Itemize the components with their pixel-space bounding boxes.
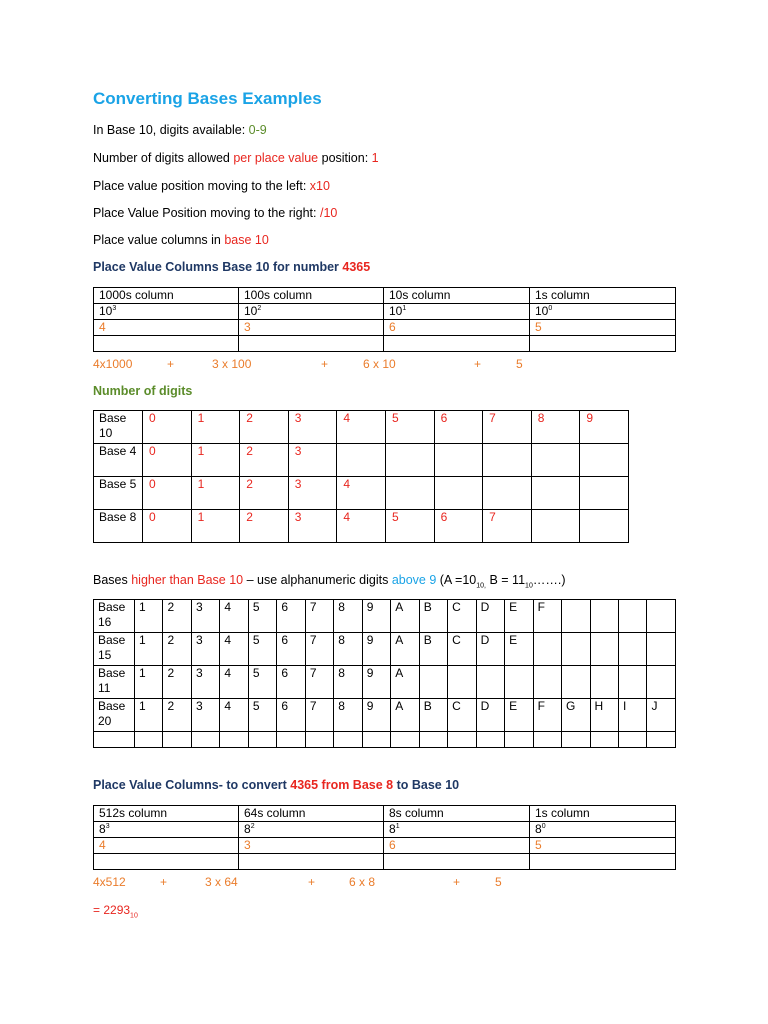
digit-cell: 1: [135, 600, 163, 633]
power-cell: [530, 822, 676, 838]
digit-cell: 7: [305, 633, 333, 666]
column-header: 512s column: [94, 806, 239, 822]
power-base: 10: [244, 304, 258, 318]
digit-cell: [531, 510, 580, 543]
digit-cell: 5: [385, 411, 434, 444]
digit-cell: E: [505, 633, 533, 666]
calc-operator: +: [308, 875, 316, 889]
digit-cell: 1: [191, 444, 240, 477]
empty-cell: [562, 732, 590, 748]
digit-cell: [531, 477, 580, 510]
digit-cell: 4: [94, 838, 239, 854]
digit-cell: 0: [143, 411, 192, 444]
digit-cell: [483, 444, 532, 477]
digit-cell: 3: [288, 510, 337, 543]
table-row: [94, 854, 676, 870]
empty-cell: [305, 732, 333, 748]
digit-cell: 4: [220, 633, 248, 666]
calc-term: 6 x 10: [363, 357, 396, 371]
section3-text: …….): [532, 573, 566, 587]
digit-cell: 3: [191, 633, 219, 666]
table-row: [94, 510, 629, 543]
base-label: Base 15: [94, 633, 135, 666]
empty-cell: [384, 854, 530, 870]
power-exponent: 1: [402, 305, 407, 312]
digit-cell: 3: [191, 600, 219, 633]
intro-text: Place value columns in: [93, 233, 225, 247]
power-cell: [239, 304, 384, 320]
power-base: 10: [99, 304, 113, 318]
place-value-table-base10: [93, 287, 676, 352]
power-exponent: 3: [112, 305, 117, 312]
intro-highlight: per place value: [233, 151, 319, 165]
page-title: Converting Bases Examples: [93, 89, 322, 108]
digit-cell: C: [448, 600, 476, 633]
digit-cell: E: [505, 600, 533, 633]
column-header: 1s column: [530, 288, 676, 304]
digit-cell: D: [476, 633, 504, 666]
digit-cell: [562, 666, 590, 699]
digit-cell: A: [391, 699, 419, 732]
digit-cell: 6: [384, 838, 530, 854]
intro-line-3: [93, 179, 330, 193]
empty-cell: [94, 732, 135, 748]
digit-cell: 7: [483, 510, 532, 543]
table-row: [94, 336, 676, 352]
digit-cell: [434, 477, 483, 510]
power-cell: [384, 822, 530, 838]
intro-highlight: 1: [371, 151, 379, 165]
digit-cell: 3: [191, 699, 219, 732]
table-row: [94, 822, 676, 838]
digit-cell: 0: [143, 510, 192, 543]
digit-cell: [385, 477, 434, 510]
digit-cell: [505, 666, 533, 699]
conversion-result: [93, 903, 138, 920]
empty-cell: [94, 336, 239, 352]
calc-term: 5: [516, 357, 523, 371]
digit-cell: [618, 633, 646, 666]
section2-heading: Number of digits: [93, 384, 193, 398]
digit-cell: F: [533, 699, 561, 732]
column-header: 100s column: [239, 288, 384, 304]
table-row: [94, 806, 676, 822]
intro-highlight: x10: [309, 179, 330, 193]
empty-cell: [419, 732, 447, 748]
digit-cell: J: [647, 699, 675, 732]
empty-cell: [448, 732, 476, 748]
digit-cell: [580, 477, 629, 510]
digit-cell: 9: [362, 666, 390, 699]
section3-subscript: 10: [525, 582, 533, 590]
power-base: 8: [99, 822, 106, 836]
table-row: [94, 699, 676, 732]
intro-line-4: [93, 206, 337, 220]
result-base-subscript: 10: [130, 912, 138, 920]
digit-cell: 5: [530, 320, 676, 336]
intro-line-1: [93, 123, 267, 137]
empty-cell: [530, 854, 676, 870]
digit-cell: 9: [362, 633, 390, 666]
digit-cell: 4: [337, 510, 386, 543]
digit-cell: 2: [240, 411, 289, 444]
digit-cell: D: [476, 699, 504, 732]
power-exponent: 0: [541, 823, 546, 830]
digit-cell: G: [562, 699, 590, 732]
digit-cell: 1: [191, 411, 240, 444]
intro-text: In Base 10, digits available:: [93, 123, 249, 137]
section3-heading: [93, 573, 566, 590]
base-label: Base 20: [94, 699, 135, 732]
digit-cell: [618, 666, 646, 699]
column-header: 8s column: [384, 806, 530, 822]
base-label: Base 10: [94, 411, 143, 444]
digit-cell: [590, 633, 618, 666]
power-exponent: 3: [105, 823, 110, 830]
section4-heading: [93, 778, 459, 792]
digit-cell: [419, 666, 447, 699]
digit-cell: 6: [277, 633, 305, 666]
digit-cell: 4: [337, 411, 386, 444]
digit-cell: A: [391, 600, 419, 633]
column-header: 1s column: [530, 806, 676, 822]
power-exponent: 2: [250, 823, 255, 830]
power-base: 8: [244, 822, 251, 836]
digit-cell: 3: [239, 320, 384, 336]
digit-cell: [590, 666, 618, 699]
digit-cell: [562, 600, 590, 633]
table-row: [94, 477, 629, 510]
table-row: [94, 633, 676, 666]
empty-cell: [533, 732, 561, 748]
section3-subscript: 10,: [476, 582, 486, 590]
calc-operator: +: [321, 357, 329, 371]
digit-cell: 8: [334, 633, 362, 666]
intro-line-2: [93, 151, 379, 165]
empty-cell: [618, 732, 646, 748]
base-label: Base 16: [94, 600, 135, 633]
table-row: [94, 304, 676, 320]
digit-cell: B: [419, 633, 447, 666]
digit-cell: 7: [305, 666, 333, 699]
digit-cell: 4: [94, 320, 239, 336]
table-row: [94, 444, 629, 477]
power-exponent: 2: [257, 305, 262, 312]
table-row: [94, 666, 676, 699]
calc-term: 3 x 64: [205, 875, 238, 889]
section3-text: – use alphanumeric digits: [243, 573, 392, 587]
digit-cell: [337, 444, 386, 477]
base-label: Base 5: [94, 477, 143, 510]
intro-highlight: base 10: [224, 233, 269, 247]
section1-number: 4365: [342, 260, 371, 274]
digit-cell: 7: [305, 699, 333, 732]
empty-cell: [191, 732, 219, 748]
empty-cell: [647, 732, 675, 748]
digit-cell: [580, 444, 629, 477]
calc-term: 5: [495, 875, 502, 889]
digit-cell: [476, 666, 504, 699]
power-base: 8: [535, 822, 542, 836]
empty-cell: [239, 854, 384, 870]
power-exponent: 1: [395, 823, 400, 830]
digit-cell: [580, 510, 629, 543]
intro-text: position:: [318, 151, 372, 165]
calc-term: 3 x 100: [212, 357, 252, 371]
digit-cell: 9: [362, 699, 390, 732]
power-cell: [239, 822, 384, 838]
digit-cell: F: [533, 600, 561, 633]
digit-cell: [562, 633, 590, 666]
digit-cell: 5: [248, 600, 276, 633]
calc-operator: +: [167, 357, 175, 371]
digit-cell: 1: [191, 510, 240, 543]
base-label: Base 8: [94, 510, 143, 543]
column-header: 10s column: [384, 288, 530, 304]
empty-cell: [239, 336, 384, 352]
column-header: 1000s column: [94, 288, 239, 304]
power-base: 10: [535, 304, 549, 318]
digit-cell: A: [391, 633, 419, 666]
table-row: [94, 411, 629, 444]
digit-cell: 5: [248, 666, 276, 699]
empty-cell: [163, 732, 191, 748]
digit-cell: 2: [163, 666, 191, 699]
section3-text: B = 11: [486, 573, 526, 587]
digit-cell: 8: [334, 600, 362, 633]
calc-operator: +: [453, 875, 461, 889]
digit-cell: 4: [220, 699, 248, 732]
intro-text: Number of digits allowed: [93, 151, 234, 165]
digit-cell: 6: [277, 666, 305, 699]
digit-cell: [533, 666, 561, 699]
table-row: [94, 600, 676, 633]
section4-heading-text: to Base 10: [393, 778, 460, 792]
section4-heading-text: Place Value Columns- to convert: [93, 778, 291, 792]
digit-cell: 9: [580, 411, 629, 444]
digit-cell: 9: [362, 600, 390, 633]
digit-cell: 1: [135, 633, 163, 666]
intro-text: Place Value Position moving to the right:: [93, 206, 320, 220]
digit-cell: I: [618, 699, 646, 732]
number-of-digits-table: [93, 410, 629, 543]
digit-cell: [647, 600, 675, 633]
intro-text: Place value position moving to the left:: [93, 179, 310, 193]
digit-cell: C: [448, 699, 476, 732]
digit-cell: H: [590, 699, 618, 732]
section4-number: 4365 from Base 8: [290, 778, 394, 792]
digit-cell: 0: [143, 444, 192, 477]
empty-cell: [277, 732, 305, 748]
empty-cell: [391, 732, 419, 748]
digit-cell: E: [505, 699, 533, 732]
intro-line-5: [93, 233, 269, 247]
digit-cell: [483, 477, 532, 510]
digit-cell: C: [448, 633, 476, 666]
digit-cell: 1: [135, 666, 163, 699]
digit-cell: 2: [163, 699, 191, 732]
digit-cell: 8: [334, 666, 362, 699]
section3-highlight: above 9: [391, 573, 437, 587]
digit-cell: [533, 633, 561, 666]
section3-highlight: higher than Base 10: [131, 573, 244, 587]
digit-cell: 7: [305, 600, 333, 633]
digit-cell: 3: [288, 444, 337, 477]
empty-cell: [530, 336, 676, 352]
calc-term: 6 x 8: [349, 875, 376, 889]
digit-cell: 2: [240, 510, 289, 543]
power-base: 10: [389, 304, 403, 318]
result-value: = 2293: [93, 903, 131, 917]
digit-cell: [531, 444, 580, 477]
table-row: [94, 320, 676, 336]
base-label: Base 4: [94, 444, 143, 477]
power-cell: [384, 304, 530, 320]
intro-highlight: 0-9: [248, 123, 267, 137]
digit-cell: 1: [191, 477, 240, 510]
place-value-table-base8: [93, 805, 676, 870]
calc-operator: +: [160, 875, 168, 889]
section1-heading: [93, 260, 370, 274]
digit-cell: 6: [277, 699, 305, 732]
digit-cell: [647, 666, 675, 699]
empty-cell: [334, 732, 362, 748]
digit-cell: 0: [143, 477, 192, 510]
digit-cell: 3: [288, 411, 337, 444]
calc-operator: +: [474, 357, 482, 371]
digit-cell: 1: [135, 699, 163, 732]
table-row: [94, 288, 676, 304]
digit-cell: 6: [384, 320, 530, 336]
digit-cell: [434, 444, 483, 477]
digit-cell: 3: [288, 477, 337, 510]
digit-cell: 2: [163, 600, 191, 633]
empty-cell: [590, 732, 618, 748]
section1-heading-text: Place Value Columns Base 10 for number: [93, 260, 343, 274]
digit-cell: 5: [385, 510, 434, 543]
empty-cell: [384, 336, 530, 352]
digit-cell: [647, 633, 675, 666]
calc-term: 4x512: [93, 875, 126, 889]
digit-cell: A: [391, 666, 419, 699]
digit-cell: 2: [240, 444, 289, 477]
digit-cell: [590, 600, 618, 633]
digit-cell: D: [476, 600, 504, 633]
power-exponent: 0: [548, 305, 553, 312]
digit-cell: 4: [337, 477, 386, 510]
digit-cell: 4: [220, 600, 248, 633]
digit-cell: [385, 444, 434, 477]
power-base: 8: [389, 822, 396, 836]
digit-cell: 2: [240, 477, 289, 510]
column-header: 64s column: [239, 806, 384, 822]
digit-cell: 5: [248, 633, 276, 666]
digit-cell: [448, 666, 476, 699]
power-cell: [530, 304, 676, 320]
digit-cell: 5: [248, 699, 276, 732]
digit-cell: 6: [277, 600, 305, 633]
intro-highlight: /10: [319, 206, 338, 220]
calc-term: 4x1000: [93, 357, 133, 371]
empty-cell: [476, 732, 504, 748]
empty-cell: [94, 854, 239, 870]
digit-cell: 3: [191, 666, 219, 699]
digit-cell: 3: [239, 838, 384, 854]
base-label: Base 11: [94, 666, 135, 699]
digit-cell: 8: [531, 411, 580, 444]
digit-cell: 8: [334, 699, 362, 732]
section3-text: (A =10: [436, 573, 477, 587]
table-row: [94, 732, 676, 748]
digit-cell: 5: [530, 838, 676, 854]
section3-text: Bases: [93, 573, 132, 587]
digit-cell: 7: [483, 411, 532, 444]
digit-cell: B: [419, 600, 447, 633]
power-cell: [94, 822, 239, 838]
alphanumeric-digits-table: [93, 599, 676, 748]
digit-cell: 6: [434, 510, 483, 543]
digit-cell: 6: [434, 411, 483, 444]
power-cell: [94, 304, 239, 320]
table-row: [94, 838, 676, 854]
empty-cell: [362, 732, 390, 748]
digit-cell: B: [419, 699, 447, 732]
digit-cell: 4: [220, 666, 248, 699]
digit-cell: [618, 600, 646, 633]
digit-cell: 2: [163, 633, 191, 666]
empty-cell: [248, 732, 276, 748]
empty-cell: [505, 732, 533, 748]
empty-cell: [220, 732, 248, 748]
empty-cell: [135, 732, 163, 748]
